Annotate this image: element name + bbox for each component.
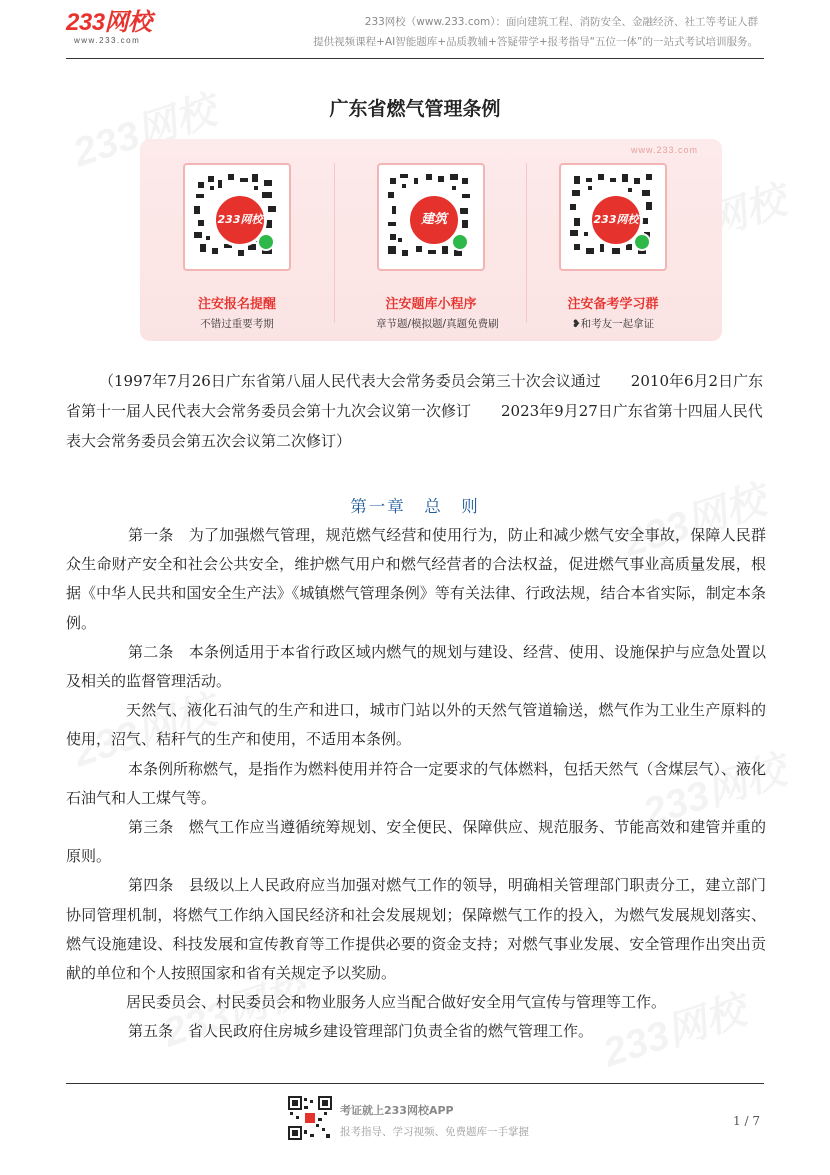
promo-item-register-reminder[interactable] [182,163,292,331]
paragraph: 第五条 省人民政府住房城乡建设管理部门负责全省的燃气管理工作。 [128,1022,594,1041]
promo-sublabel: 章节题/模拟题/真题免费刷 [376,318,499,330]
brand-badge: 233网校 [589,193,643,247]
app-qr-code-icon[interactable] [288,1096,332,1140]
paragraph: 第一条 为了加强燃气管理，规范燃气经营和使用行为，防止和减少燃气安全事故，保障人民群众生命财产安全和社会公共安全，维护燃气用户和燃气经营者的合法权益，促进燃气事业高质量发展，根据《中华人民共和国安全生产法》《城镇燃气管理条例》等有关法律、行政法规，结合本省实际，制定本条例。 [66,526,766,632]
banner-divider [526,163,527,323]
document-body [66,521,766,1047]
preamble-text: （1997年7月26日广东省第八届人民代表大会常务委员会第三十次会议通过 2010年6月2日广东省第十一届人民代表大会常务委员会第十九次会议第一次修订 2023年9月27日广东省第十四届人民代表大会常务委员会第五次会议第二次修订） [66,372,764,450]
miniprogram-icon [257,233,275,251]
paragraph: 天然气、液化石油气的生产和进口，城市门站以外的天然气管道输送，燃气作为工业生产原料的使用，沼气、秸秆气的生产和使用，不适用本条例。 [66,701,766,749]
header-rule [66,58,764,59]
paragraph: 本条例所称燃气，是指作为燃料使用并符合一定要求的气体燃料，包括天然气（含煤层气）、液化石油气和人工煤气等。 [66,759,766,807]
paragraph: 第四条 县级以上人民政府应当加强对燃气工作的领导，明确相关管理部门职责分工，建立部门协同管理机制，将燃气工作纳入国民经济和社会发展规划；保障燃气工作的投入，为燃气发展规划落实、燃气设施建设、科技发展和宣传教育等工作提供必要的资金支持；对燃气事业发展、安全管理作出突出贡献的单位和个人按照国家和省有关规定予以奖励。 [66,876,766,983]
header-line-2: 提供视频课程+AI智能题库+品质教辅+答疑带学+报考指导“五位一体”的一站式考试培训服务。 [313,36,758,48]
preamble [66,366,764,456]
promo-banner [140,139,722,341]
banner-divider [334,163,335,323]
brand-badge: 233网校 [213,193,267,247]
promo-item-study-group[interactable] [558,163,668,331]
page-number: 1 / 7 [733,1114,760,1128]
promo-sublabel: 不错过重要考期 [200,318,274,330]
qr-code-icon [183,163,291,271]
qr-code-icon [559,163,667,271]
miniprogram-icon [451,233,469,251]
footer-app-subtitle: 报考指导、学习视频、免费题库一手掌握 [340,1126,529,1138]
promo-sublabel: ❥和考友一起拿证 [571,318,655,330]
logo-url: www.233.com [74,36,141,45]
footer-rule [66,1083,764,1084]
logo-text: 233网校 [66,9,152,36]
header-line-1: 233网校（www.233.com）：面向建筑工程、消防安全、金融经济、社工等考证人群 [364,16,758,28]
document-title: 广东省燃气管理条例 [329,98,501,120]
banner-url: www.233.com [630,145,698,155]
qr-code-icon [377,163,485,271]
promo-label: 注安题库小程序 [385,297,477,312]
paragraph: 第二条 本条例适用于本省行政区域内燃气的规划与建设、经营、使用、设施保护与应急处置以及相关的监督管理活动。 [66,642,766,691]
footer-app-title: 考证就上233网校APP [340,1104,454,1117]
header-tagline [313,12,758,52]
paragraph: 第三条 燃气工作应当遵循统筹规划、安全便民、保障供应、规范服务、节能高效和建管并重的原则。 [66,818,766,866]
promo-label: 注安备考学习群 [567,297,659,312]
brand-badge: 建筑 [407,193,461,247]
paragraph: 居民委员会、村民委员会和物业服务人应当配合做好安全用气宣传与管理等工作。 [126,993,667,1012]
miniprogram-icon [633,233,651,251]
promo-label: 注安报名提醒 [197,297,276,312]
promo-item-question-bank[interactable] [376,163,499,331]
chapter-heading: 第一章 总 则 [350,497,480,516]
site-logo[interactable] [66,10,152,45]
